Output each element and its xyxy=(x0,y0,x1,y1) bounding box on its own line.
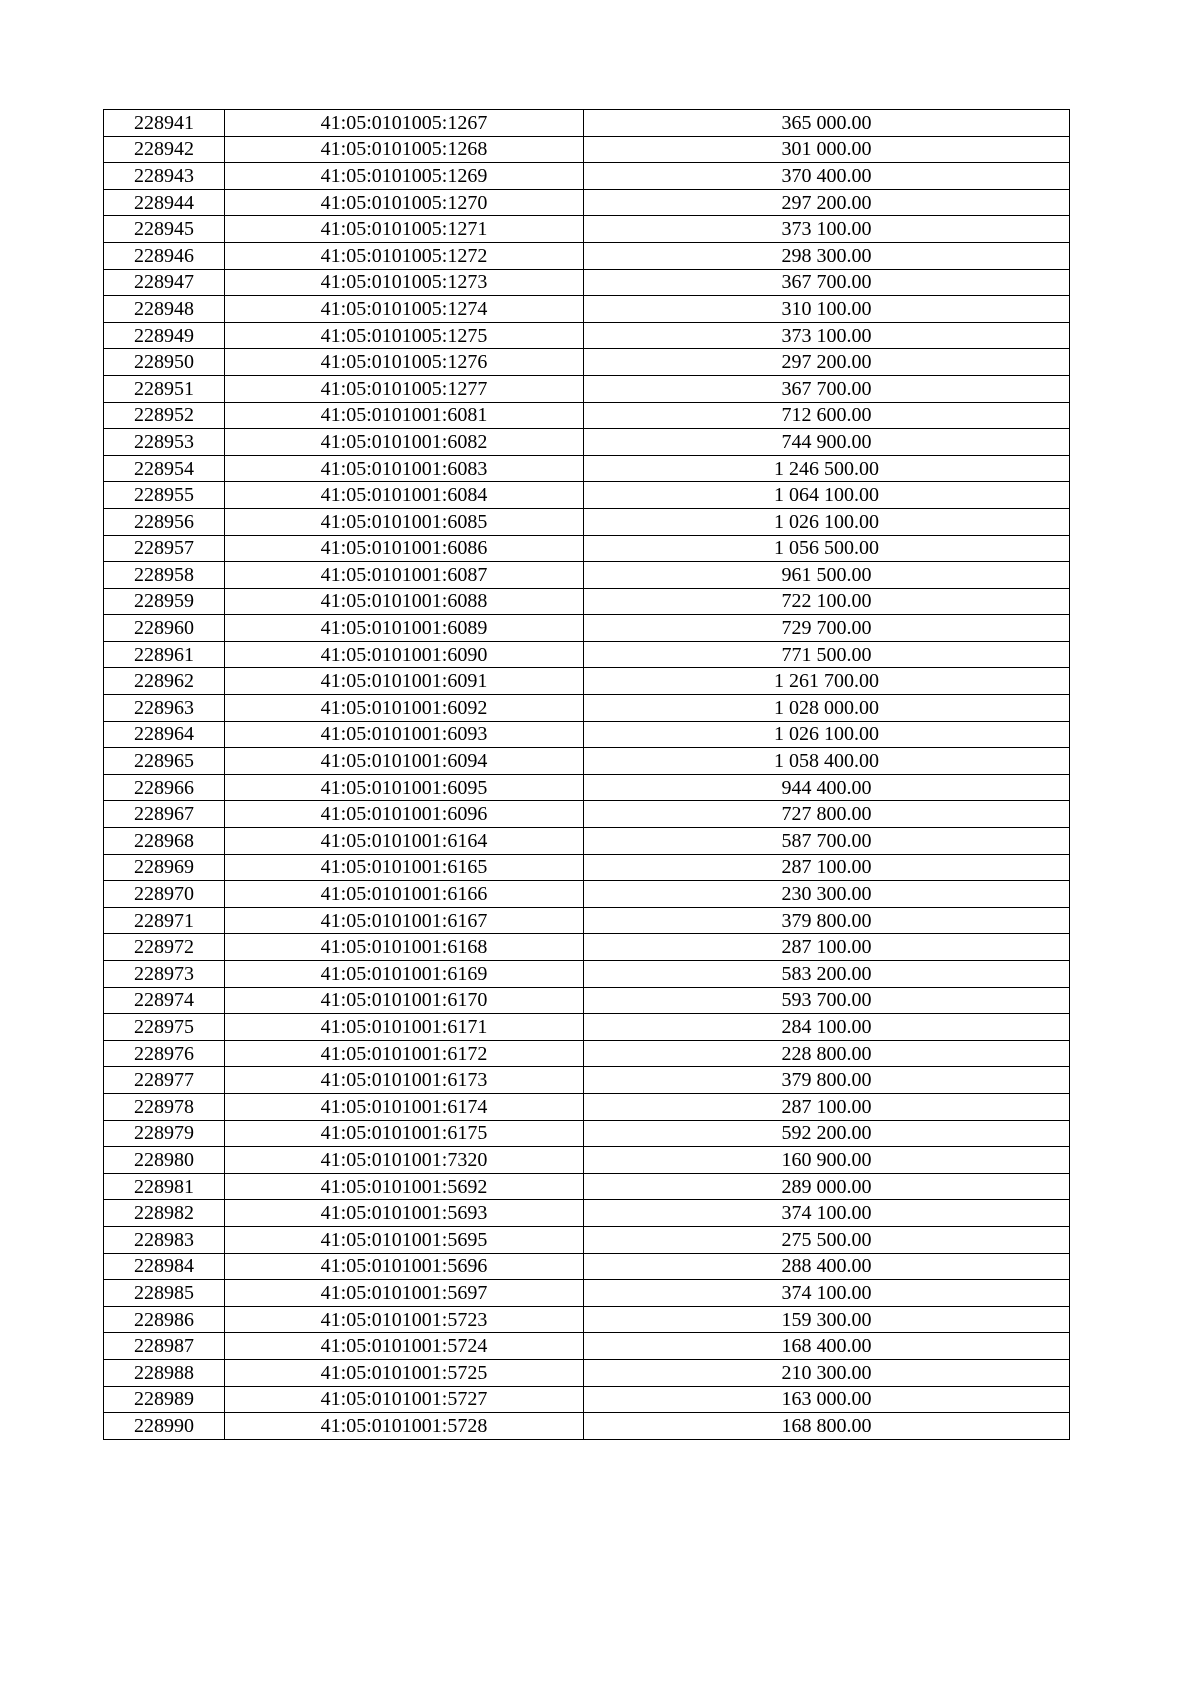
cadastral-value-cell: 961 500.00 xyxy=(584,562,1070,589)
table-row xyxy=(104,163,1070,190)
cadastral-number-cell: 41:05:0101001:5695 xyxy=(225,1226,584,1253)
cadastral-number-cell: 41:05:0101001:6086 xyxy=(225,535,584,562)
table-row xyxy=(104,269,1070,296)
cadastral-value-cell: 370 400.00 xyxy=(584,163,1070,190)
row-number-cell: 228975 xyxy=(104,1014,225,1041)
cadastral-value-cell: 298 300.00 xyxy=(584,242,1070,269)
cadastral-value-cell: 592 200.00 xyxy=(584,1120,1070,1147)
row-number-cell: 228978 xyxy=(104,1093,225,1120)
cadastral-value-cell: 159 300.00 xyxy=(584,1306,1070,1333)
cadastral-number-cell: 41:05:0101001:5727 xyxy=(225,1386,584,1413)
row-number-cell: 228970 xyxy=(104,881,225,908)
table-row xyxy=(104,854,1070,881)
table-row xyxy=(104,1040,1070,1067)
cadastral-number-cell: 41:05:0101005:1276 xyxy=(225,349,584,376)
table-row xyxy=(104,721,1070,748)
cadastral-value-cell: 1 246 500.00 xyxy=(584,455,1070,482)
table-row xyxy=(104,1306,1070,1333)
cadastral-number-cell: 41:05:0101005:1273 xyxy=(225,269,584,296)
cadastral-number-cell: 41:05:0101005:1271 xyxy=(225,216,584,243)
row-number-cell: 228941 xyxy=(104,110,225,137)
cadastral-value-cell: 744 900.00 xyxy=(584,429,1070,456)
cadastral-value-cell: 301 000.00 xyxy=(584,136,1070,163)
table-row xyxy=(104,748,1070,775)
cadastral-value-cell: 289 000.00 xyxy=(584,1173,1070,1200)
table-row xyxy=(104,961,1070,988)
row-number-cell: 228987 xyxy=(104,1333,225,1360)
table-row xyxy=(104,1173,1070,1200)
row-number-cell: 228982 xyxy=(104,1200,225,1227)
row-number-cell: 228977 xyxy=(104,1067,225,1094)
cadastral-number-cell: 41:05:0101001:6169 xyxy=(225,961,584,988)
cadastral-value-cell: 771 500.00 xyxy=(584,641,1070,668)
table-row xyxy=(104,615,1070,642)
cadastral-value-table xyxy=(103,109,1070,1440)
cadastral-number-cell: 41:05:0101001:5728 xyxy=(225,1413,584,1440)
row-number-cell: 228976 xyxy=(104,1040,225,1067)
row-number-cell: 228981 xyxy=(104,1173,225,1200)
row-number-cell: 228973 xyxy=(104,961,225,988)
row-number-cell: 228953 xyxy=(104,429,225,456)
table-row xyxy=(104,189,1070,216)
cadastral-number-cell: 41:05:0101001:6170 xyxy=(225,987,584,1014)
cadastral-number-cell: 41:05:0101001:6083 xyxy=(225,455,584,482)
row-number-cell: 228967 xyxy=(104,801,225,828)
table-row xyxy=(104,1093,1070,1120)
table-row xyxy=(104,349,1070,376)
cadastral-number-cell: 41:05:0101001:6085 xyxy=(225,508,584,535)
row-number-cell: 228983 xyxy=(104,1226,225,1253)
row-number-cell: 228944 xyxy=(104,189,225,216)
table-row xyxy=(104,1200,1070,1227)
row-number-cell: 228945 xyxy=(104,216,225,243)
table-row xyxy=(104,136,1070,163)
cadastral-value-cell: 287 100.00 xyxy=(584,1093,1070,1120)
cadastral-value-cell: 1 026 100.00 xyxy=(584,508,1070,535)
cadastral-value-cell: 230 300.00 xyxy=(584,881,1070,908)
table-row xyxy=(104,216,1070,243)
row-number-cell: 228951 xyxy=(104,375,225,402)
cadastral-value-cell: 722 100.00 xyxy=(584,588,1070,615)
table-row xyxy=(104,1067,1070,1094)
cadastral-value-cell: 729 700.00 xyxy=(584,615,1070,642)
cadastral-value-cell: 310 100.00 xyxy=(584,296,1070,323)
table-row xyxy=(104,402,1070,429)
row-number-cell: 228990 xyxy=(104,1413,225,1440)
cadastral-number-cell: 41:05:0101001:5725 xyxy=(225,1359,584,1386)
cadastral-number-cell: 41:05:0101001:5692 xyxy=(225,1173,584,1200)
cadastral-number-cell: 41:05:0101001:6095 xyxy=(225,774,584,801)
cadastral-number-cell: 41:05:0101001:6091 xyxy=(225,668,584,695)
table-row xyxy=(104,375,1070,402)
table-row xyxy=(104,1147,1070,1174)
row-number-cell: 228947 xyxy=(104,269,225,296)
cadastral-number-cell: 41:05:0101001:6167 xyxy=(225,907,584,934)
cadastral-number-cell: 41:05:0101001:6165 xyxy=(225,854,584,881)
cadastral-number-cell: 41:05:0101001:6090 xyxy=(225,641,584,668)
row-number-cell: 228959 xyxy=(104,588,225,615)
cadastral-value-cell: 297 200.00 xyxy=(584,189,1070,216)
table-row xyxy=(104,987,1070,1014)
row-number-cell: 228942 xyxy=(104,136,225,163)
row-number-cell: 228980 xyxy=(104,1147,225,1174)
table-row xyxy=(104,641,1070,668)
table-row xyxy=(104,1014,1070,1041)
cadastral-number-cell: 41:05:0101005:1270 xyxy=(225,189,584,216)
cadastral-value-cell: 712 600.00 xyxy=(584,402,1070,429)
table-row xyxy=(104,1359,1070,1386)
row-number-cell: 228963 xyxy=(104,695,225,722)
row-number-cell: 228961 xyxy=(104,641,225,668)
row-number-cell: 228960 xyxy=(104,615,225,642)
cadastral-number-cell: 41:05:0101005:1277 xyxy=(225,375,584,402)
cadastral-number-cell: 41:05:0101001:5723 xyxy=(225,1306,584,1333)
row-number-cell: 228969 xyxy=(104,854,225,881)
row-number-cell: 228985 xyxy=(104,1280,225,1307)
cadastral-value-cell: 287 100.00 xyxy=(584,854,1070,881)
row-number-cell: 228954 xyxy=(104,455,225,482)
cadastral-number-cell: 41:05:0101001:5724 xyxy=(225,1333,584,1360)
cadastral-number-cell: 41:05:0101001:6168 xyxy=(225,934,584,961)
row-number-cell: 228984 xyxy=(104,1253,225,1280)
cadastral-number-cell: 41:05:0101005:1269 xyxy=(225,163,584,190)
cadastral-value-cell: 367 700.00 xyxy=(584,269,1070,296)
cadastral-value-cell: 210 300.00 xyxy=(584,1359,1070,1386)
cadastral-value-cell: 228 800.00 xyxy=(584,1040,1070,1067)
cadastral-number-cell: 41:05:0101001:6096 xyxy=(225,801,584,828)
cadastral-number-cell: 41:05:0101001:6171 xyxy=(225,1014,584,1041)
table-row xyxy=(104,455,1070,482)
row-number-cell: 228971 xyxy=(104,907,225,934)
row-number-cell: 228974 xyxy=(104,987,225,1014)
cadastral-value-cell: 587 700.00 xyxy=(584,828,1070,855)
cadastral-value-cell: 1 058 400.00 xyxy=(584,748,1070,775)
cadastral-number-cell: 41:05:0101001:6164 xyxy=(225,828,584,855)
table-row xyxy=(104,242,1070,269)
cadastral-value-cell: 168 800.00 xyxy=(584,1413,1070,1440)
table-row xyxy=(104,907,1070,934)
cadastral-number-cell: 41:05:0101001:6094 xyxy=(225,748,584,775)
cadastral-value-cell: 275 500.00 xyxy=(584,1226,1070,1253)
row-number-cell: 228955 xyxy=(104,482,225,509)
table-row xyxy=(104,508,1070,535)
cadastral-number-cell: 41:05:0101001:5697 xyxy=(225,1280,584,1307)
table-row xyxy=(104,429,1070,456)
row-number-cell: 228989 xyxy=(104,1386,225,1413)
table-row xyxy=(104,562,1070,589)
cadastral-number-cell: 41:05:0101001:6092 xyxy=(225,695,584,722)
row-number-cell: 228957 xyxy=(104,535,225,562)
cadastral-number-cell: 41:05:0101001:6166 xyxy=(225,881,584,908)
table-row xyxy=(104,110,1070,137)
cadastral-number-cell: 41:05:0101001:5696 xyxy=(225,1253,584,1280)
table-row xyxy=(104,1120,1070,1147)
table-row xyxy=(104,668,1070,695)
table-row xyxy=(104,588,1070,615)
cadastral-value-cell: 367 700.00 xyxy=(584,375,1070,402)
cadastral-number-cell: 41:05:0101005:1272 xyxy=(225,242,584,269)
table-row xyxy=(104,801,1070,828)
cadastral-value-cell: 1 261 700.00 xyxy=(584,668,1070,695)
cadastral-value-cell: 365 000.00 xyxy=(584,110,1070,137)
cadastral-number-cell: 41:05:0101005:1274 xyxy=(225,296,584,323)
cadastral-value-cell: 379 800.00 xyxy=(584,907,1070,934)
table-body xyxy=(104,110,1070,1440)
cadastral-number-cell: 41:05:0101001:6081 xyxy=(225,402,584,429)
cadastral-number-cell: 41:05:0101001:6087 xyxy=(225,562,584,589)
table-row xyxy=(104,1386,1070,1413)
row-number-cell: 228946 xyxy=(104,242,225,269)
table-row xyxy=(104,828,1070,855)
cadastral-number-cell: 41:05:0101001:6082 xyxy=(225,429,584,456)
cadastral-number-cell: 41:05:0101005:1268 xyxy=(225,136,584,163)
table-row xyxy=(104,1226,1070,1253)
table-row xyxy=(104,881,1070,908)
row-number-cell: 228964 xyxy=(104,721,225,748)
cadastral-value-cell: 583 200.00 xyxy=(584,961,1070,988)
cadastral-value-cell: 944 400.00 xyxy=(584,774,1070,801)
cadastral-value-cell: 1 056 500.00 xyxy=(584,535,1070,562)
row-number-cell: 228972 xyxy=(104,934,225,961)
row-number-cell: 228988 xyxy=(104,1359,225,1386)
table-row xyxy=(104,934,1070,961)
cadastral-value-cell: 374 100.00 xyxy=(584,1280,1070,1307)
cadastral-number-cell: 41:05:0101001:6175 xyxy=(225,1120,584,1147)
row-number-cell: 228948 xyxy=(104,296,225,323)
table-row xyxy=(104,535,1070,562)
cadastral-number-cell: 41:05:0101005:1267 xyxy=(225,110,584,137)
cadastral-value-cell: 1 028 000.00 xyxy=(584,695,1070,722)
row-number-cell: 228966 xyxy=(104,774,225,801)
cadastral-value-cell: 373 100.00 xyxy=(584,216,1070,243)
row-number-cell: 228979 xyxy=(104,1120,225,1147)
row-number-cell: 228962 xyxy=(104,668,225,695)
cadastral-number-cell: 41:05:0101001:5693 xyxy=(225,1200,584,1227)
cadastral-value-cell: 288 400.00 xyxy=(584,1253,1070,1280)
row-number-cell: 228965 xyxy=(104,748,225,775)
cadastral-value-cell: 287 100.00 xyxy=(584,934,1070,961)
cadastral-value-cell: 160 900.00 xyxy=(584,1147,1070,1174)
table-row xyxy=(104,695,1070,722)
cadastral-value-cell: 374 100.00 xyxy=(584,1200,1070,1227)
cadastral-value-cell: 168 400.00 xyxy=(584,1333,1070,1360)
cadastral-value-cell: 297 200.00 xyxy=(584,349,1070,376)
cadastral-number-cell: 41:05:0101001:6174 xyxy=(225,1093,584,1120)
cadastral-value-cell: 593 700.00 xyxy=(584,987,1070,1014)
row-number-cell: 228943 xyxy=(104,163,225,190)
cadastral-value-cell: 727 800.00 xyxy=(584,801,1070,828)
table-row xyxy=(104,1333,1070,1360)
row-number-cell: 228950 xyxy=(104,349,225,376)
cadastral-number-cell: 41:05:0101001:6088 xyxy=(225,588,584,615)
row-number-cell: 228986 xyxy=(104,1306,225,1333)
cadastral-number-cell: 41:05:0101001:6172 xyxy=(225,1040,584,1067)
table-row xyxy=(104,1253,1070,1280)
row-number-cell: 228968 xyxy=(104,828,225,855)
table-row xyxy=(104,482,1070,509)
cadastral-value-cell: 284 100.00 xyxy=(584,1014,1070,1041)
table-row xyxy=(104,322,1070,349)
cadastral-number-cell: 41:05:0101001:6093 xyxy=(225,721,584,748)
row-number-cell: 228952 xyxy=(104,402,225,429)
row-number-cell: 228949 xyxy=(104,322,225,349)
row-number-cell: 228956 xyxy=(104,508,225,535)
cadastral-number-cell: 41:05:0101001:6173 xyxy=(225,1067,584,1094)
cadastral-value-cell: 163 000.00 xyxy=(584,1386,1070,1413)
row-number-cell: 228958 xyxy=(104,562,225,589)
cadastral-number-cell: 41:05:0101001:6084 xyxy=(225,482,584,509)
cadastral-number-cell: 41:05:0101005:1275 xyxy=(225,322,584,349)
table-row xyxy=(104,1280,1070,1307)
cadastral-number-cell: 41:05:0101001:6089 xyxy=(225,615,584,642)
table-row xyxy=(104,774,1070,801)
cadastral-number-cell: 41:05:0101001:7320 xyxy=(225,1147,584,1174)
cadastral-value-cell: 1 026 100.00 xyxy=(584,721,1070,748)
table-row xyxy=(104,1413,1070,1440)
cadastral-value-cell: 379 800.00 xyxy=(584,1067,1070,1094)
cadastral-value-cell: 373 100.00 xyxy=(584,322,1070,349)
cadastral-value-cell: 1 064 100.00 xyxy=(584,482,1070,509)
table-row xyxy=(104,296,1070,323)
